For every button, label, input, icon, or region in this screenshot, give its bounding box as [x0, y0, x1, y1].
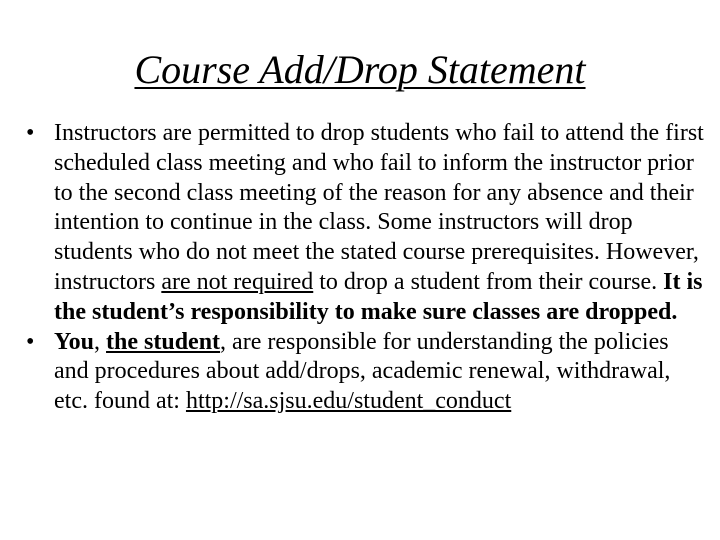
bold-underlined-phrase: the student — [106, 328, 221, 355]
bullet-text: , are responsible for understanding the policies and procedures about add/drops, academic renewal, withdrawal, etc. found at: — [54, 328, 671, 415]
bold-statement: It is the student’s responsibility to make sure classes are dropped. — [54, 268, 703, 325]
bullet-marker: • — [26, 328, 35, 355]
bullet-text: , — [94, 328, 107, 355]
bold-word: You — [54, 328, 95, 355]
slide-title: Course Add/Drop Statement — [134, 47, 586, 92]
bullet-list — [26, 119, 706, 417]
bullet-text: to drop a student from their course. — [313, 268, 664, 295]
student-conduct-link[interactable]: http://sa.sjsu.edu/student_conduct — [185, 388, 512, 415]
underlined-phrase: are not required — [161, 268, 314, 295]
bullet-item-student — [26, 328, 706, 417]
bullet-item-instructors — [26, 119, 706, 328]
bullet-marker: • — [26, 120, 35, 146]
bullet-text: Instructors are permitted to drop students who fail to attend the first scheduled class meeting and who fail to inform the instructor prior to the second class meeting of the reason for any absence and their intention to continue in the class. Some instructors will drop students who do not meet the stated course prerequisites. However, instructors — [54, 120, 704, 295]
